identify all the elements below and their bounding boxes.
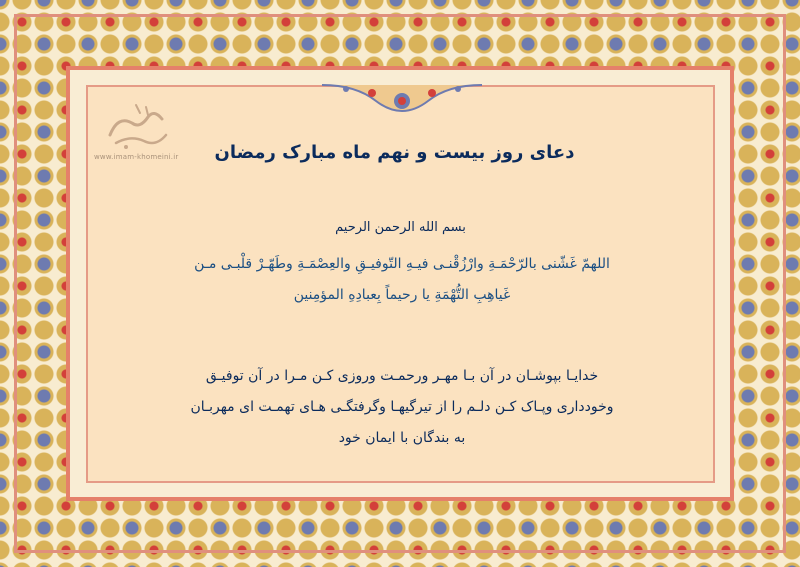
logo-url: www.imam-khomeini.ir [94,153,179,161]
prayer-card [86,85,715,483]
bismillah: بسم الله الرحمن الرحیم [335,220,466,235]
arabic-prayer [104,249,700,311]
persian-line: به بندگان با ایمان خود [338,430,466,446]
arabic-line: اللهمّ غَشّنی بالرّحْمَـةِ وارْزُقْنـی فیـهِ التّوفیـقِ والعِصْمَـةِ وطَهّـرْ قلْبـی مـن [194,256,610,272]
top-ornament-icon [316,81,488,119]
persian-line: وخودداری وپـاک کـن دلـم را از تیرگیهـا وگرفتگـی هـای تهمـت ای مهربـان [190,399,614,415]
prayer-title: دعای روز بیست و نهم ماه مبارک رمضان [214,142,575,163]
persian-translation [104,361,700,454]
arabic-line: غَیاهِبِ التُّهْمَةِ یا رحیماً بِعبادِهِ المؤمِنین [293,287,511,303]
persian-line: خدایـا بپوشـان در آن بـا مهـر ورحمـت وروزی کـن مـرا در آن توفیـق [205,368,599,384]
